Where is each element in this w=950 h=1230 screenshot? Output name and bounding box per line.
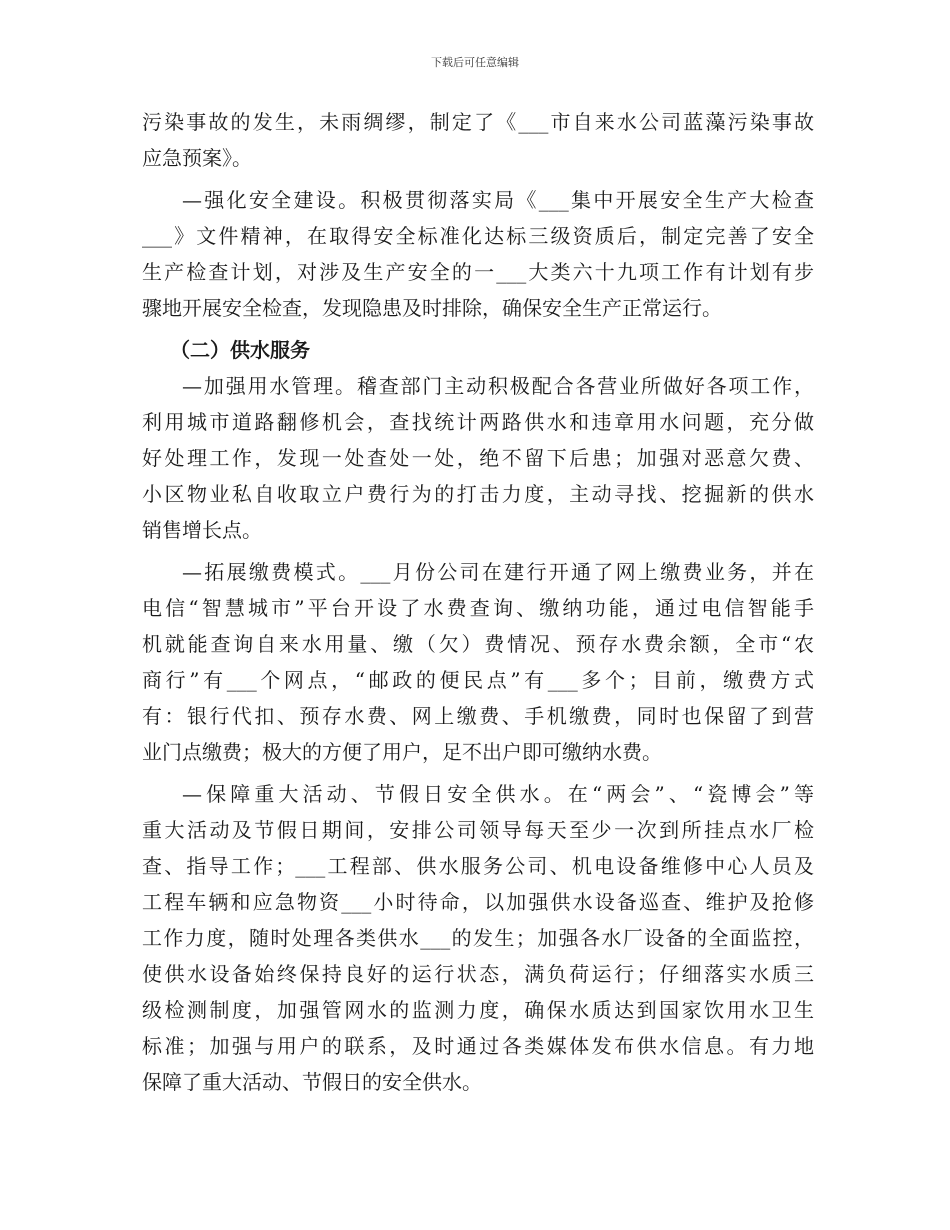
page-header: 下载后可任意编辑 — [431, 56, 519, 69]
text-line: —拓展缴费模式。___月份公司在建行开通了网上缴费业务，并在 — [182, 560, 814, 584]
text-line: 有：银行代扣、预存水费、网上缴费、手机缴费，同时也保留了到营 — [142, 704, 814, 728]
text-line: 电信“智慧城市”平台开设了水费查询、缴纳功能，通过电信智能手 — [142, 596, 814, 620]
text-line: 级检测制度，加强管网水的监测力度，确保水质达到国家饮用水卫生 — [142, 998, 814, 1022]
text-line: 小区物业私自收取立户费行为的打击力度，主动寻找、挖掘新的供水 — [142, 482, 814, 506]
text-line: 重大活动及节假日期间，安排公司领导每天至少一次到所挂点水厂检 — [142, 818, 814, 842]
text-line: —强化安全建设。积极贯彻落实局《___集中开展安全生产大检查 — [182, 188, 814, 212]
text-line: 商行”有___个网点，“邮政的便民点”有___多个；目前，缴费方式 — [142, 668, 814, 692]
text-line: 机就能查询自来水用量、缴（欠）费情况、预存水费余额，全市“农 — [142, 632, 814, 656]
text-line: 工作力度，随时处理各类供水___的发生；加强各水厂设备的全面监控， — [142, 926, 814, 950]
text-line: —保障重大活动、节假日安全供水。在“两会”、“瓷博会”等 — [182, 782, 814, 806]
section-heading: （二）供水服务 — [170, 338, 310, 362]
text-line: 销售增长点。 — [142, 518, 262, 542]
text-line: 污染事故的发生，未雨绸缪，制定了《___市自来水公司蓝藻污染事故 — [142, 110, 814, 134]
text-line: 好处理工作，发现一处查处一处，绝不留下后患；加强对恶意欠费、 — [142, 446, 814, 470]
text-line: 保障了重大活动、节假日的安全供水。 — [142, 1070, 482, 1094]
text-line: 查、指导工作；___工程部、供水服务公司、机电设备维修中心人员及 — [142, 854, 814, 878]
text-line: 业门点缴费；极大的方便了用户，足不出户即可缴纳水费。 — [142, 740, 662, 764]
text-line: 标准；加强与用户的联系，及时通过各类媒体发布供水信息。有力地 — [142, 1034, 814, 1058]
text-line: 工程车辆和应急物资___小时待命，以加强供水设备巡查、维护及抢修 — [142, 890, 814, 914]
text-line: 应急预案》。 — [142, 146, 252, 170]
text-line: ___》文件精神，在取得安全标准化达标三级资质后，制定完善了安全 — [142, 224, 814, 248]
text-line: —加强用水管理。稽查部门主动积极配合各营业所做好各项工作， — [182, 374, 814, 398]
text-line: 利用城市道路翻修机会，查找统计两路供水和违章用水问题，充分做 — [142, 410, 814, 434]
text-line: 骤地开展安全检查，发现隐患及时排除，确保安全生产正常运行。 — [142, 296, 722, 320]
text-line: 使供水设备始终保持良好的运行状态，满负荷运行；仔细落实水质三 — [142, 962, 814, 986]
text-line: 生产检查计划，对涉及生产安全的一___大类六十九项工作有计划有步 — [142, 260, 814, 284]
